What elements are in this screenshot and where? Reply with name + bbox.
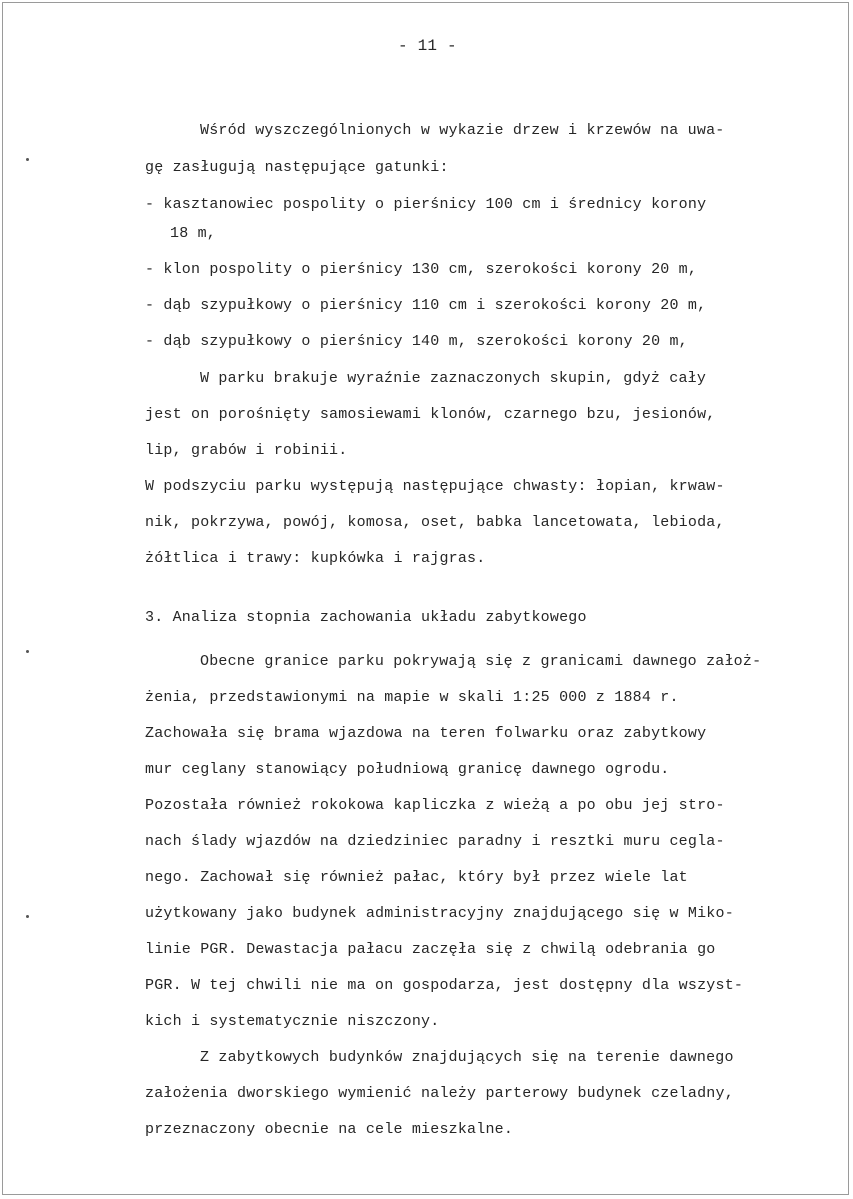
text-line: Pozostała również rokokowa kapliczka z wieżą a po obu jej stro- [145, 797, 725, 814]
text-line: mur ceglany stanowiący południową granicę dawnego ogrodu. [145, 761, 670, 778]
section-heading: 3. Analiza stopnia zachowania układu zabytkowego [145, 609, 587, 626]
text-line: gę zasługują następujące gatunki: [145, 159, 449, 176]
text-line: nego. Zachował się również pałac, który był przez wiele lat [145, 869, 688, 886]
text-line: Z zabytkowych budynków znajdujących się na terenie dawnego [200, 1049, 734, 1066]
text-line: 18 m, [170, 225, 217, 242]
text-line: - klon pospolity o pierśnicy 130 cm, szerokości korony 20 m, [145, 261, 698, 278]
text-line: linie PGR. Dewastacja pałacu zaczęła się z chwilą odebrania go [145, 941, 716, 958]
text-line: lip, grabów i robinii. [145, 442, 348, 459]
text-line: kich i systematycznie niszczony. [145, 1013, 440, 1030]
text-line: nach ślady wjazdów na dziedziniec paradny i resztki muru cegla- [145, 833, 725, 850]
page-number: - 11 - [398, 37, 457, 55]
text-line: użytkowany jako budynek administracyjny znajdującego się w Miko- [145, 905, 734, 922]
text-line: W parku brakuje wyraźnie zaznaczonych skupin, gdyż cały [200, 370, 707, 387]
text-line: - dąb szypułkowy o pierśnicy 110 cm i szerokości korony 20 m, [145, 297, 707, 314]
text-line: przeznaczony obecnie na cele mieszkalne. [145, 1121, 514, 1138]
text-line: Wśród wyszczególnionych w wykazie drzew i krzewów na uwa- [200, 122, 725, 139]
text-line: nik, pokrzywa, powój, komosa, oset, babka lancetowata, lebioda, [145, 514, 725, 531]
text-line: W podszyciu parku występują następujące chwasty: łopian, krwaw- [145, 478, 725, 495]
text-line: - kasztanowiec pospolity o pierśnicy 100 cm i średnicy korony [145, 196, 707, 213]
text-line: żenia, przedstawionymi na mapie w skali 1:25 000 z 1884 r. [145, 689, 679, 706]
text-line: - dąb szypułkowy o pierśnicy 140 m, szerokości korony 20 m, [145, 333, 688, 350]
text-line: PGR. W tej chwili nie ma on gospodarza, jest dostępny dla wszyst- [145, 977, 744, 994]
text-line: Zachowała się brama wjazdowa na teren folwarku oraz zabytkowy [145, 725, 707, 742]
text-line: Obecne granice parku pokrywają się z granicami dawnego założ- [200, 653, 762, 670]
text-line: żółtlica i trawy: kupkówka i rajgras. [145, 550, 486, 567]
text-line: założenia dworskiego wymienić należy parterowy budynek czeladny, [145, 1085, 734, 1102]
text-line: jest on porośnięty samosiewami klonów, czarnego bzu, jesionów, [145, 406, 716, 423]
